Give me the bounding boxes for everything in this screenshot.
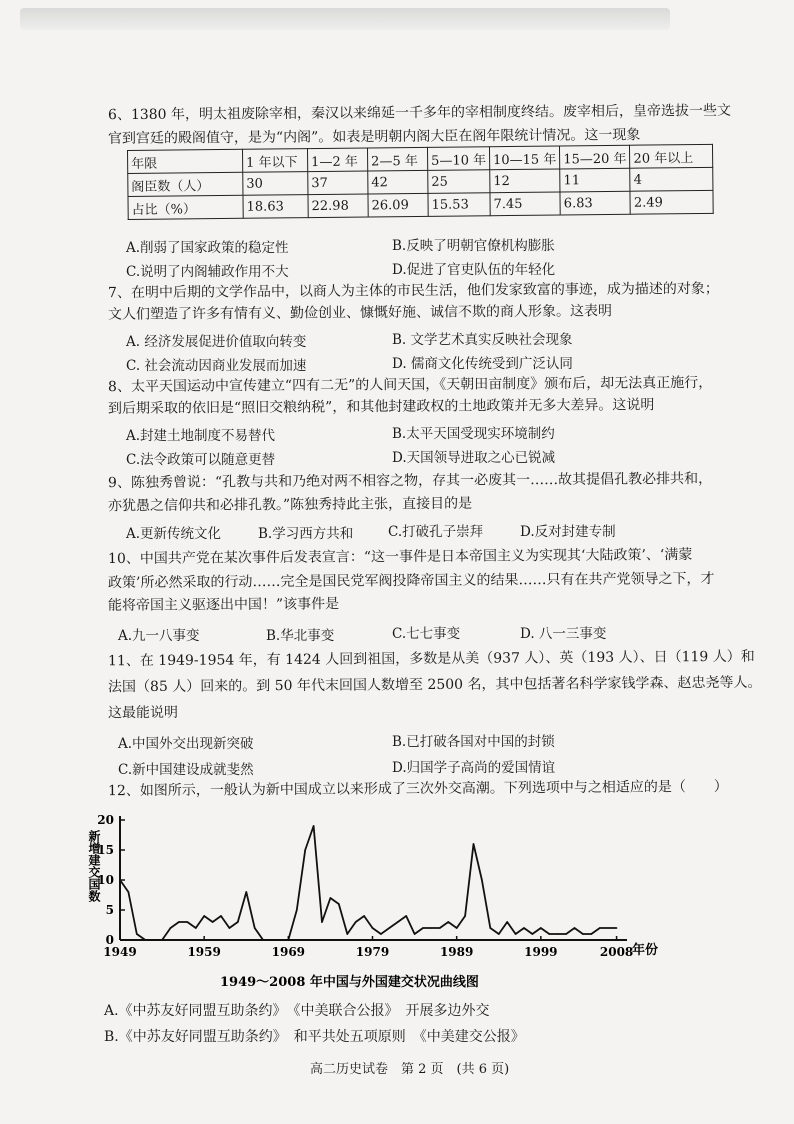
table-cell: 26.09 bbox=[368, 193, 428, 217]
y-tick-label: 0 bbox=[105, 933, 114, 947]
data-point bbox=[405, 915, 407, 917]
data-point bbox=[422, 927, 424, 929]
q8-line2: 到后期采取的依旧是“照旧交粮纳税”，和其他封建政权的土地政策并无多大差异。这说明 bbox=[107, 397, 655, 417]
x-tick-label: 1949 bbox=[103, 945, 137, 959]
q11-option-a: A.中国外交出现新突破 bbox=[118, 736, 254, 752]
data-point bbox=[397, 921, 399, 923]
q8-option-b: B.太平天国受现实环境制约 bbox=[392, 426, 555, 442]
q11-option-c: C.新中国建设成就斐然 bbox=[118, 762, 254, 778]
table-cell: 阁臣数（人） bbox=[128, 172, 243, 196]
data-point bbox=[195, 927, 197, 929]
table-cell: 6.83 bbox=[560, 191, 630, 215]
q11-option-b: B.已打破各国对中国的封锁 bbox=[392, 734, 555, 750]
data-point bbox=[557, 933, 559, 935]
q7-line2: 文人们塑造了许多有情有义、勤俭创业、慷慨好施、诚信不欺的商人形象。这表明 bbox=[107, 303, 613, 323]
q11-line1: 11、在 1949-1954 年，有 1424 人回到祖国，多数是从美（937 人）、英（193 人）、日（119 人）和 bbox=[107, 648, 755, 670]
x-tick-label: 1979 bbox=[355, 945, 390, 959]
q9-option-d: D.反对封建专制 bbox=[520, 524, 616, 540]
data-point bbox=[245, 891, 247, 893]
data-point bbox=[220, 915, 222, 917]
q8-option-d: D.天国领导进取之心已锐减 bbox=[392, 450, 556, 466]
data-point bbox=[548, 933, 550, 935]
table-cell: 2—5 年 bbox=[367, 147, 427, 171]
table-cell: 1 年以下 bbox=[242, 149, 307, 173]
data-point bbox=[599, 927, 601, 929]
table-cell: 占比（%） bbox=[128, 195, 243, 219]
q10-option-a: A.九一八事变 bbox=[118, 628, 200, 644]
data-point bbox=[464, 915, 466, 917]
data-point bbox=[414, 933, 416, 935]
x-tick-label: 2008 bbox=[599, 945, 634, 959]
q9-option-a: A.更新传统文化 bbox=[126, 526, 222, 542]
data-point bbox=[262, 939, 264, 941]
data-point bbox=[540, 927, 542, 929]
table-cell: 15.53 bbox=[428, 193, 490, 217]
x-tick-label: 1999 bbox=[524, 945, 558, 959]
q7-option-d: D. 儒商文化传统受到广泛认同 bbox=[392, 356, 573, 372]
data-point bbox=[212, 921, 214, 923]
q6-option-b: B.反映了明朝官僚机构膨胀 bbox=[392, 238, 555, 254]
data-point bbox=[153, 939, 155, 941]
data-point bbox=[321, 921, 323, 923]
table-cell: 7.45 bbox=[490, 192, 560, 216]
data-point bbox=[296, 909, 298, 911]
data-point bbox=[237, 921, 239, 923]
q10-option-b: B.华北事变 bbox=[266, 628, 335, 644]
y-tick-label: 15 bbox=[97, 843, 114, 857]
data-point bbox=[288, 939, 290, 941]
table-cell: 5—10 年 bbox=[427, 147, 489, 171]
chart-series bbox=[119, 825, 617, 941]
q6-option-d: D.促进了官吏队伍的年轻化 bbox=[392, 262, 556, 278]
q11-line2: 法国（85 人）回来的。到 50 年代末回国人数增至 2500 名，其中包括著名科学家钱学森、赵忠尧等人。 bbox=[107, 674, 762, 696]
data-point bbox=[431, 927, 433, 929]
table-cell: 37 bbox=[308, 171, 368, 195]
data-point bbox=[607, 927, 609, 929]
table-cell: 25 bbox=[428, 170, 490, 194]
q11-option-d: D.归国学子高尚的爱国情谊 bbox=[392, 760, 556, 776]
data-point bbox=[591, 933, 593, 935]
data-point bbox=[574, 927, 576, 929]
table-cell: 1—2 年 bbox=[307, 148, 367, 172]
table-cell: 12 bbox=[490, 169, 560, 193]
data-point bbox=[229, 927, 231, 929]
q7-option-c: C. 社会流动因商业发展而加速 bbox=[126, 358, 307, 374]
table-cell: 22.98 bbox=[308, 194, 368, 218]
data-point bbox=[304, 849, 306, 851]
q9-line1: 9、陈独秀曾说：“孔教与共和乃绝对两不相容之物，存其一必废其一……故其提倡孔教必排共和， bbox=[107, 470, 713, 492]
data-point bbox=[389, 927, 391, 929]
series-line bbox=[120, 826, 617, 940]
data-point bbox=[532, 933, 534, 935]
data-point bbox=[170, 927, 172, 929]
table-cell: 42 bbox=[368, 170, 428, 194]
table-cell: 11 bbox=[560, 168, 630, 192]
q10-line1: 10、中国共产党在某次事件后发表宣言：“这一事件是日本帝国主义为实现其‘大陆政策’、‘满蒙 bbox=[107, 546, 693, 568]
data-point bbox=[330, 897, 332, 899]
table-cell: 30 bbox=[243, 172, 308, 196]
data-point bbox=[203, 915, 205, 917]
data-point bbox=[380, 933, 382, 935]
q6-option-a: A.削弱了国家政策的稳定性 bbox=[126, 240, 289, 256]
data-point bbox=[136, 933, 138, 935]
data-point bbox=[523, 927, 525, 929]
data-point bbox=[582, 933, 584, 935]
data-point bbox=[279, 939, 281, 941]
data-point bbox=[355, 921, 357, 923]
diplomacy-chart bbox=[80, 808, 680, 1002]
chart-axes bbox=[120, 816, 627, 940]
data-point bbox=[161, 939, 163, 941]
data-point bbox=[178, 921, 180, 923]
data-point bbox=[372, 927, 374, 929]
data-point bbox=[346, 933, 348, 935]
q6-option-c: C.说明了内阁辅政作用不大 bbox=[126, 264, 289, 280]
q9-option-b: B.学习西方共和 bbox=[258, 526, 354, 542]
data-point bbox=[254, 927, 256, 929]
data-point bbox=[313, 825, 315, 827]
table-row bbox=[128, 190, 714, 219]
data-point bbox=[616, 927, 618, 929]
q8-line1: 8、太平天国运动中宣传建立“四有二无”的人间天国，《天朝田亩制度》颁布后，却无法真正施行， bbox=[107, 374, 713, 396]
table-cell: 18.63 bbox=[243, 195, 308, 219]
q8-option-c: C.法令政策可以随意更替 bbox=[126, 452, 276, 468]
page-footer: 高二历史试卷 第 2 页 (共 6 页) bbox=[310, 1062, 510, 1077]
q10-option-c: C.七七事变 bbox=[392, 626, 461, 642]
data-point bbox=[271, 939, 273, 941]
table-cell: 10—15 年 bbox=[489, 146, 559, 170]
q7-line1: 7、在明中后期的文学作品中，以商人为主体的市民生活，他们发家致富的事迹，成为描述的对象； bbox=[107, 280, 719, 302]
y-tick-label: 10 bbox=[97, 873, 114, 887]
q11-line3: 这最能说明 bbox=[107, 704, 179, 722]
q12-line1: 12、如图所示，一般认为新中国成立以来形成了三次外交高潮。下列选项中与之相适应的是（ ） bbox=[107, 778, 728, 800]
table-cell: 4 bbox=[630, 167, 713, 191]
scan-header-shadow bbox=[20, 8, 670, 30]
data-point bbox=[128, 891, 130, 893]
q10-option-d: D. 八一三事变 bbox=[520, 626, 607, 642]
q6-line2: 官到宫廷的殿阁值守，是为“内阁”。如表是明朝内阁大臣在阁年限统计情况。这一现象 bbox=[107, 127, 641, 147]
data-point bbox=[338, 903, 340, 905]
chart-svg bbox=[80, 808, 680, 998]
x-axis-label: 年份 bbox=[632, 943, 659, 958]
data-point bbox=[363, 915, 365, 917]
data-point bbox=[473, 843, 475, 845]
q12-option-b: B.《中苏友好同盟互助条约》 和平共处五项原则 《中美建交公报》 bbox=[104, 1029, 525, 1045]
q10-line3: 能将帝国主义驱逐出中国！”该事件是 bbox=[107, 596, 340, 614]
data-point bbox=[565, 933, 567, 935]
x-tick-label: 1989 bbox=[439, 945, 474, 959]
y-axis-label: 新增建交国数 bbox=[87, 830, 101, 902]
data-point bbox=[506, 921, 508, 923]
data-point bbox=[490, 927, 492, 929]
data-point bbox=[481, 879, 483, 881]
q10-line2: 政策’所必然采取的行动……完全是国民党军阀投降帝国主义的结果……只有在共产党领导之下，才 bbox=[107, 570, 715, 592]
q7-option-b: B. 文学艺术真实反映社会现象 bbox=[392, 332, 573, 348]
table-cell: 2.49 bbox=[630, 190, 713, 214]
x-tick-label: 1969 bbox=[271, 945, 306, 959]
q12-option-a: A.《中苏友好同盟互助条约》 《中美联合公报》 开展多边外交 bbox=[104, 1003, 490, 1019]
q9-option-c: C.打破孔子崇拜 bbox=[388, 524, 484, 540]
data-point bbox=[498, 933, 500, 935]
q6-table bbox=[127, 144, 714, 220]
data-point bbox=[447, 921, 449, 923]
table-cell: 年限 bbox=[128, 149, 243, 173]
q7-option-a: A. 经济发展促进价值取向转变 bbox=[126, 334, 307, 350]
data-point bbox=[456, 927, 458, 929]
data-point bbox=[187, 921, 189, 923]
table-cell: 15—20 年 bbox=[560, 145, 630, 169]
q9-line2: 亦犹愚之信仰共和必排孔教。”陈独秀持此主张，直接目的是 bbox=[107, 495, 473, 515]
table-cell: 20 年以上 bbox=[630, 144, 713, 168]
q8-option-a: A.封建土地制度不易替代 bbox=[126, 428, 276, 444]
y-tick-label: 5 bbox=[105, 903, 114, 917]
data-point bbox=[119, 879, 121, 881]
chart-title: 1949～2008 年中国与外国建交状况曲线图 bbox=[220, 975, 479, 990]
x-tick-label: 1959 bbox=[187, 945, 221, 959]
data-point bbox=[515, 933, 517, 935]
data-point bbox=[144, 939, 146, 941]
y-tick-label: 20 bbox=[97, 813, 114, 827]
q6-line1: 6、1380 年，明太祖废除宰相，秦汉以来绵延一千多年的宰相制度终结。废宰相后，皇帝选拔一些文 bbox=[107, 102, 732, 124]
data-point bbox=[439, 927, 441, 929]
